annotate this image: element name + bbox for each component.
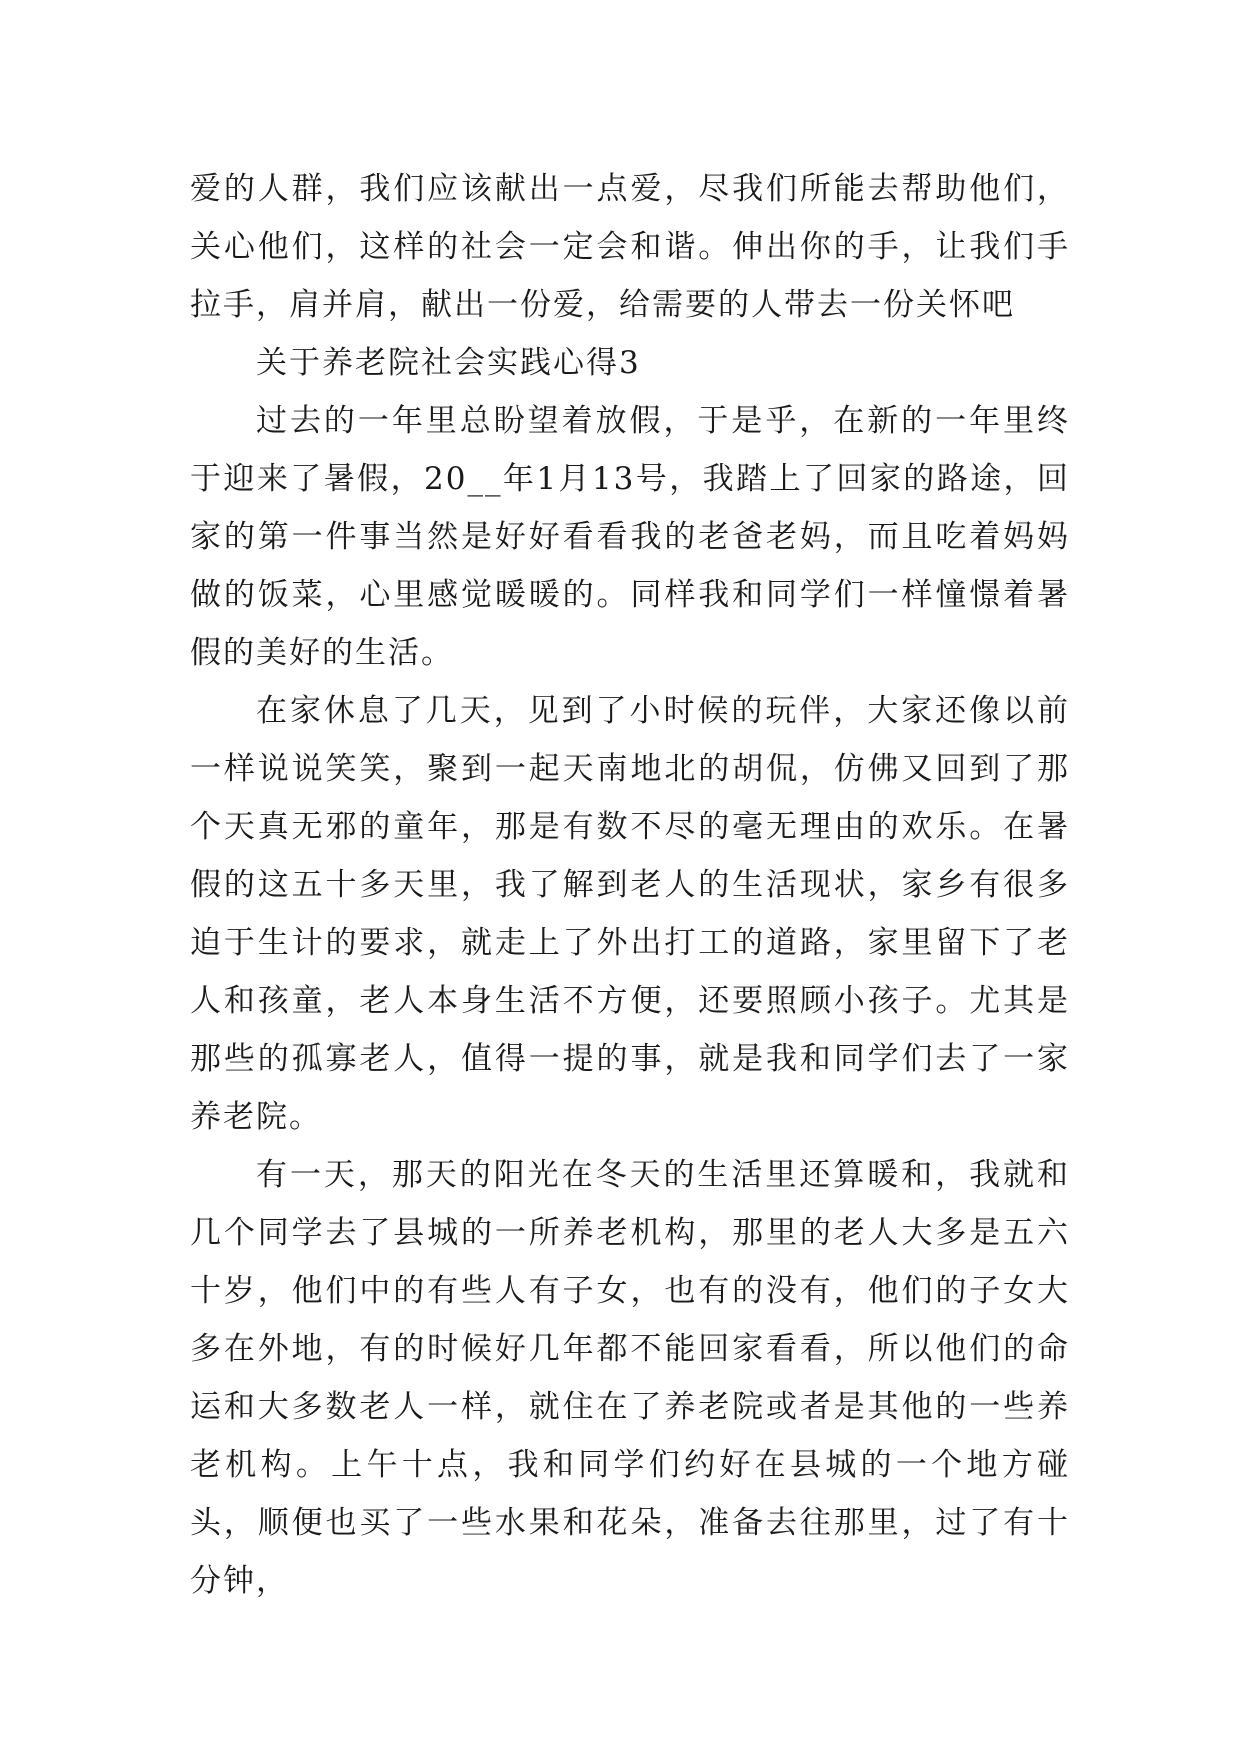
paragraph-closing: 爱的人群，我们应该献出一点爱，尽我们所能去帮助他们，关心他们，这样的社会一定会和谐。伸出你的手，让我们手拉手，肩并肩，献出一份爱，给需要的人带去一份关怀吧 bbox=[190, 171, 1070, 323]
section-heading: 关于养老院社会实践心得3 bbox=[256, 345, 641, 381]
paragraph-visit: 有一天，那天的阳光在冬天的生活里还算暖和，我就和几个同学去了县城的一所养老机构，那里的老人大多是五六十岁，他们中的有些人有子女，也有的没有，他们的子女大多在外地，有的时候好几年都不能回家看看，所以他们的命运和大多数老人一样，就住在了养老院或者是其他的一些养老机构。上午十点，我和同学们约好在县城的一个地方碰头，顺便也买了一些水果和花朵，准备去往那里，过了有十分钟， bbox=[190, 1157, 1070, 1599]
document-body bbox=[190, 160, 1070, 1610]
paragraph-intro: 过去的一年里总盼望着放假，于是乎，在新的一年里终于迎来了暑假，20__年1月13号，我踏上了回家的路途，回家的第一件事当然是好好看看我的老爸老妈，而且吃着妈妈做的饭菜，心里感觉暖暖的。同样我和同学们一样憧憬着暑假的美好的生活。 bbox=[190, 403, 1070, 671]
paragraph-home: 在家休息了几天，见到了小时候的玩伴，大家还像以前一样说说笑笑，聚到一起天南地北的胡侃，仿佛又回到了那个天真无邪的童年，那是有数不尽的毫无理由的欢乐。在暑假的这五十多天里，我了解到老人的生活现状，家乡有很多迫于生计的要求，就走上了外出打工的道路，家里留下了老人和孩童，老人本身生活不方便，还要照顾小孩子。尤其是那些的孤寡老人，值得一提的事，就是我和同学们去了一家养老院。 bbox=[190, 693, 1070, 1135]
